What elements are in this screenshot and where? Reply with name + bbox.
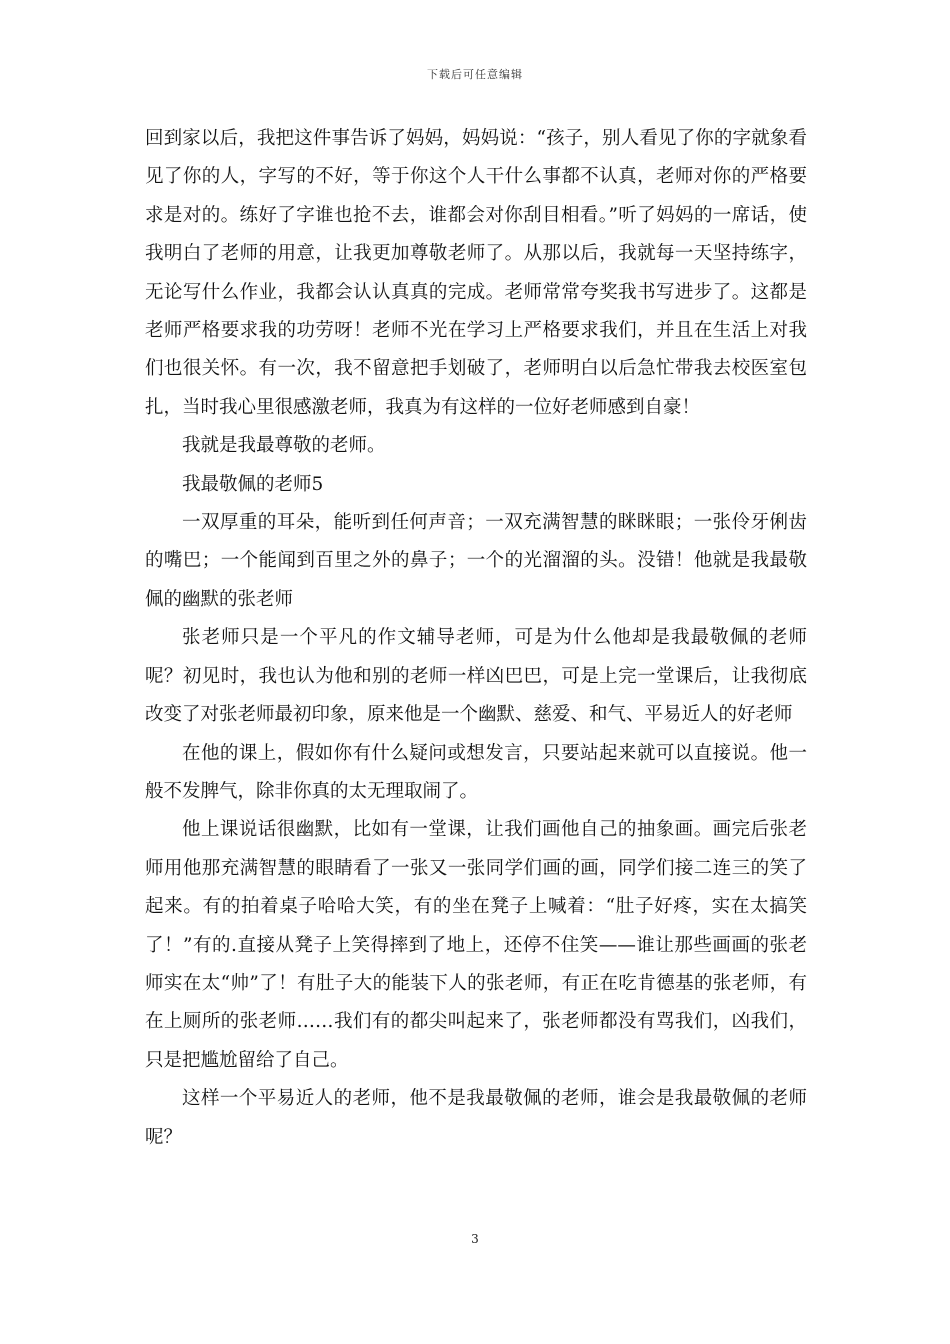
paragraph: 张老师只是一个平凡的作文辅导老师，可是为什么他却是我最敬佩的老师呢？初见时，我也认为他和别的老师一样凶巴巴，可是上完一堂课后，让我彻底改变了对张老师最初印象，原来他是一个幽默、慈爱、和气、平易近人的好老师 (145, 627, 807, 726)
section-title: 我最敬佩的老师5 (182, 473, 324, 495)
paragraph: 这样一个平易近人的老师，他不是我最敬佩的老师，谁会是我最敬佩的老师呢？ (145, 1088, 807, 1148)
paragraph: 在他的课上，假如你有什么疑问或想发言，只要站起来就可以直接说。他一般不发脾气，除非你真的太无理取闹了。 (145, 742, 807, 802)
paragraph: 我就是我最尊敬的老师。 (182, 435, 386, 457)
document-body (145, 120, 807, 1157)
paragraph: 一双厚重的耳朵，能听到任何声音；一双充满智慧的眯眯眼；一张伶牙俐齿的嘴巴；一个能闻到百里之外的鼻子；一个的光溜溜的头。没错！他就是我最敬佩的幽默的张老师 (145, 512, 807, 610)
paragraph: 回到家以后，我把这件事告诉了妈妈，妈妈说：“孩子，别人看见了你的字就象看见了你的人，字写的不好，等于你这个人干什么事都不认真，老师对你的严格要求是对的。练好了字谁也抢不去，谁都会对你刮目相看。”听了妈妈的一席话，使我明白了老师的用意，让我更加尊敬老师了。从那以后，我就每一天坚持练字，无论写什么作业，我都会认认真真的完成。老师常常夸奖我书写进步了。这都是老师严格要求我的功劳呀！老师不光在学习上严格要求我们，并且在生活上对我们也很关怀。有一次，我不留意把手划破了，老师明白以后急忙带我去校医室包扎，当时我心里很感激老师，我真为有这样的一位好老师感到自豪！ (145, 128, 807, 418)
page-header: 下载后可任意编辑 (427, 68, 523, 81)
paragraph: 他上课说话很幽默，比如有一堂课，让我们画他自己的抽象画。画完后张老师用他那充满智慧的眼睛看了一张又一张同学们画的画，同学们接二连三的笑了起来。有的拍着桌子哈哈大笑，有的坐在凳子上喊着：“肚子好疼，实在太搞笑了！”有的.直接从凳子上笑得摔到了地上，还停不住笑——谁让那些画画的张老师实在太“帅”了！有肚子大的能装下人的张老师，有正在吃肯德基的张老师，有在上厕所的张老师……我们有的都尖叫起来了，张老师都没有骂我们，凶我们，只是把尴尬留给了自己。 (145, 819, 807, 1071)
page-number: 3 (471, 1232, 479, 1246)
